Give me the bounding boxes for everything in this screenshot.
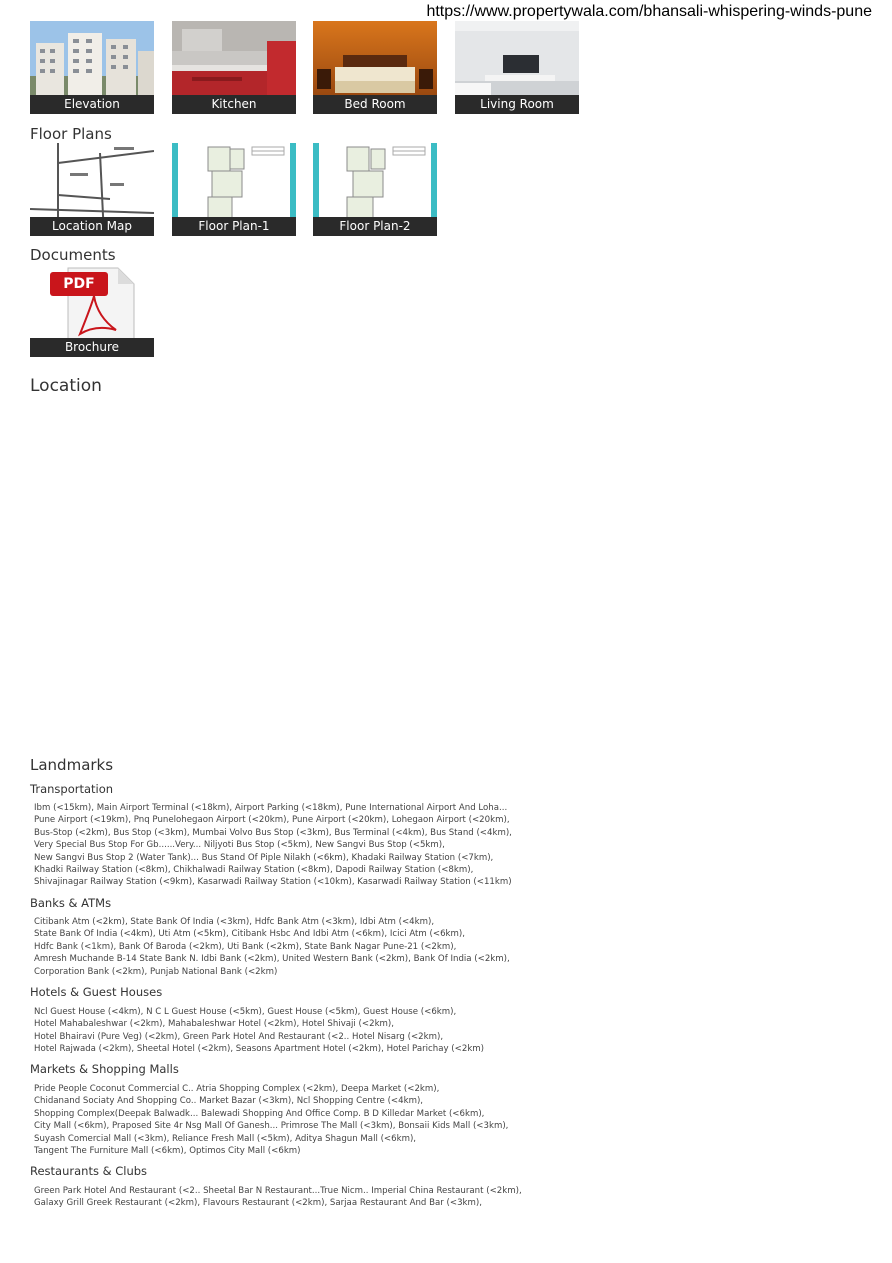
landmark-line: New Sangvi Bus Stop 2 (Water Tank)... Bus Stand Of Piple Nilakh (<6km), Khadaki Railway Station (<7km), (34, 852, 494, 863)
landmark-line: Galaxy Grill Greek Restaurant (<2km), Flavours Restaurant (<2km), Sarjaa Restaurant And Bar (<3km), (34, 1198, 482, 1209)
landmark-line: Amresh Muchande B-14 State Bank N. Idbi Bank (<2km), United Western Bank (<2km), Bank Of India (<2km), (34, 954, 510, 965)
category-banks: Banks & ATMs (30, 896, 112, 910)
landmark-line: Bus-Stop (<2km), Bus Stop (<3km), Mumbai Volvo Bus Stop (<3km), Bus Terminal (<4km), Bus Stand (<4km), (34, 827, 512, 838)
thumb-caption: Floor Plan-2 (313, 217, 437, 236)
landmark-line: Green Park Hotel And Restaurant (<2.. Sheetal Bar N Restaurant...True Nicm.. Imperial China Restaurant (<2km), (34, 1186, 522, 1196)
thumb-living-room[interactable] (455, 21, 579, 114)
hotels-list (34, 1006, 484, 1056)
transportation-list (34, 802, 512, 889)
thumb-kitchen[interactable] (172, 21, 296, 114)
thumb-caption: Kitchen (172, 95, 296, 114)
category-transportation: Transportation (30, 782, 114, 796)
thumb-floor-plan-2[interactable] (313, 143, 437, 236)
landmark-line: City Mall (<6km), Praposed Site 4r Nsg Mall Of Ganesh... Primrose The Mall (<3km), Bonsaii Kids Mall (<3km), (34, 1121, 509, 1132)
page-url[interactable]: https://www.propertywala.com/bhansali-whispering-winds-pune (426, 3, 872, 20)
landmark-line: Shopping Complex(Deepak Balwadk... Balewadi Shopping And Office Comp. B D Killedar Market (<6km), (34, 1108, 485, 1119)
category-restaurants: Restaurants & Clubs (30, 1164, 148, 1178)
pdf-badge-text: PDF (63, 276, 95, 292)
landmark-line: Chidanand Sociaty And Shopping Co.. Market Bazar (<3km), Ncl Shopping Centre (<4km), (34, 1096, 424, 1107)
landmark-line: Hdfc Bank (<1km), Bank Of Baroda (<2km), Uti Bank (<2km), State Bank Nagar Pune-21 (<2km), (34, 941, 457, 952)
thumb-brochure[interactable] (30, 264, 154, 357)
landmark-line: Ibm (<15km), Main Airport Terminal (<18km), Airport Parking (<18km), Pune International Airport And Loha... (34, 803, 508, 813)
thumb-caption: Location Map (30, 217, 154, 236)
restaurants-list (34, 1185, 522, 1210)
thumb-location-map[interactable] (30, 143, 154, 236)
thumb-caption: Elevation (30, 95, 154, 114)
thumb-caption: Floor Plan-1 (172, 217, 296, 236)
landmark-line: Shivajinagar Railway Station (<9km), Kasarwadi Railway Station (<10km), Kasarwadi Railway Station (<11km) (34, 877, 512, 888)
landmark-line: Khadki Railway Station (<8km), Chikhalwadi Railway Station (<8km), Dapodi Railway Station (<8km), (34, 865, 474, 876)
floor-plans-title: Floor Plans (30, 125, 112, 143)
category-markets: Markets & Shopping Malls (30, 1062, 179, 1076)
thumb-caption: Living Room (455, 95, 579, 114)
location-map-area[interactable] (30, 405, 860, 745)
landmark-line: Corporation Bank (<2km), Punjab National Bank (<2km) (34, 966, 278, 977)
documents-title: Documents (30, 246, 116, 264)
landmark-line: Suyash Comercial Mall (<3km), Reliance Fresh Mall (<5km), Aditya Shagun Mall (<6km), (34, 1133, 417, 1144)
landmark-line: Hotel Rajwada (<2km), Sheetal Hotel (<2km), Seasons Apartment Hotel (<2km), Hotel Parichay (<2km) (34, 1044, 485, 1055)
thumb-floor-plan-1[interactable] (172, 143, 296, 236)
location-title: Location (30, 376, 102, 396)
landmark-line: Ncl Guest House (<4km), N C L Guest House (<5km), Guest House (<5km), Guest House (<6km), (34, 1007, 457, 1017)
landmark-line: Pride People Coconut Commercial C.. Atria Shopping Complex (<2km), Deepa Market (<2km), (34, 1084, 440, 1094)
thumb-bedroom[interactable] (313, 21, 437, 114)
landmark-line: Hotel Mahabaleshwar (<2km), Mahabaleshwar Hotel (<2km), Hotel Shivaji (<2km), (34, 1019, 395, 1030)
landmark-line: Tangent The Furniture Mall (<6km), Optimos City Mall (<6km) (34, 1146, 301, 1157)
landmark-line: Very Special Bus Stop For Gb......Very... Niljyoti Bus Stop (<5km), New Sangvi Bus Stop (<5km), (34, 840, 445, 851)
landmark-line: Citibank Atm (<2km), State Bank Of India (<3km), Hdfc Bank Atm (<3km), Idbi Atm (<4km), (34, 917, 435, 927)
category-hotels: Hotels & Guest Houses (30, 985, 163, 999)
landmark-line: Hotel Bhairavi (Pure Veg) (<2km), Green Park Hotel And Restaurant (<2.. Hotel Nisarg (<2km), (34, 1031, 444, 1042)
banks-list (34, 916, 510, 978)
landmark-line: Pune Airport (<19km), Pnq Punelohegaon Airport (<20km), Pune Airport (<20km), Lohegaon Airport (<20km), (34, 815, 510, 826)
thumb-caption: Bed Room (313, 95, 437, 114)
thumb-elevation[interactable] (30, 21, 154, 114)
markets-list (34, 1083, 508, 1157)
landmark-line: State Bank Of India (<4km), Uti Atm (<5km), Citibank Hsbc And Idbi Atm (<6km), Icici Atm (<6km), (34, 929, 465, 940)
thumb-caption: Brochure (30, 338, 154, 357)
landmarks-title: Landmarks (30, 756, 114, 774)
